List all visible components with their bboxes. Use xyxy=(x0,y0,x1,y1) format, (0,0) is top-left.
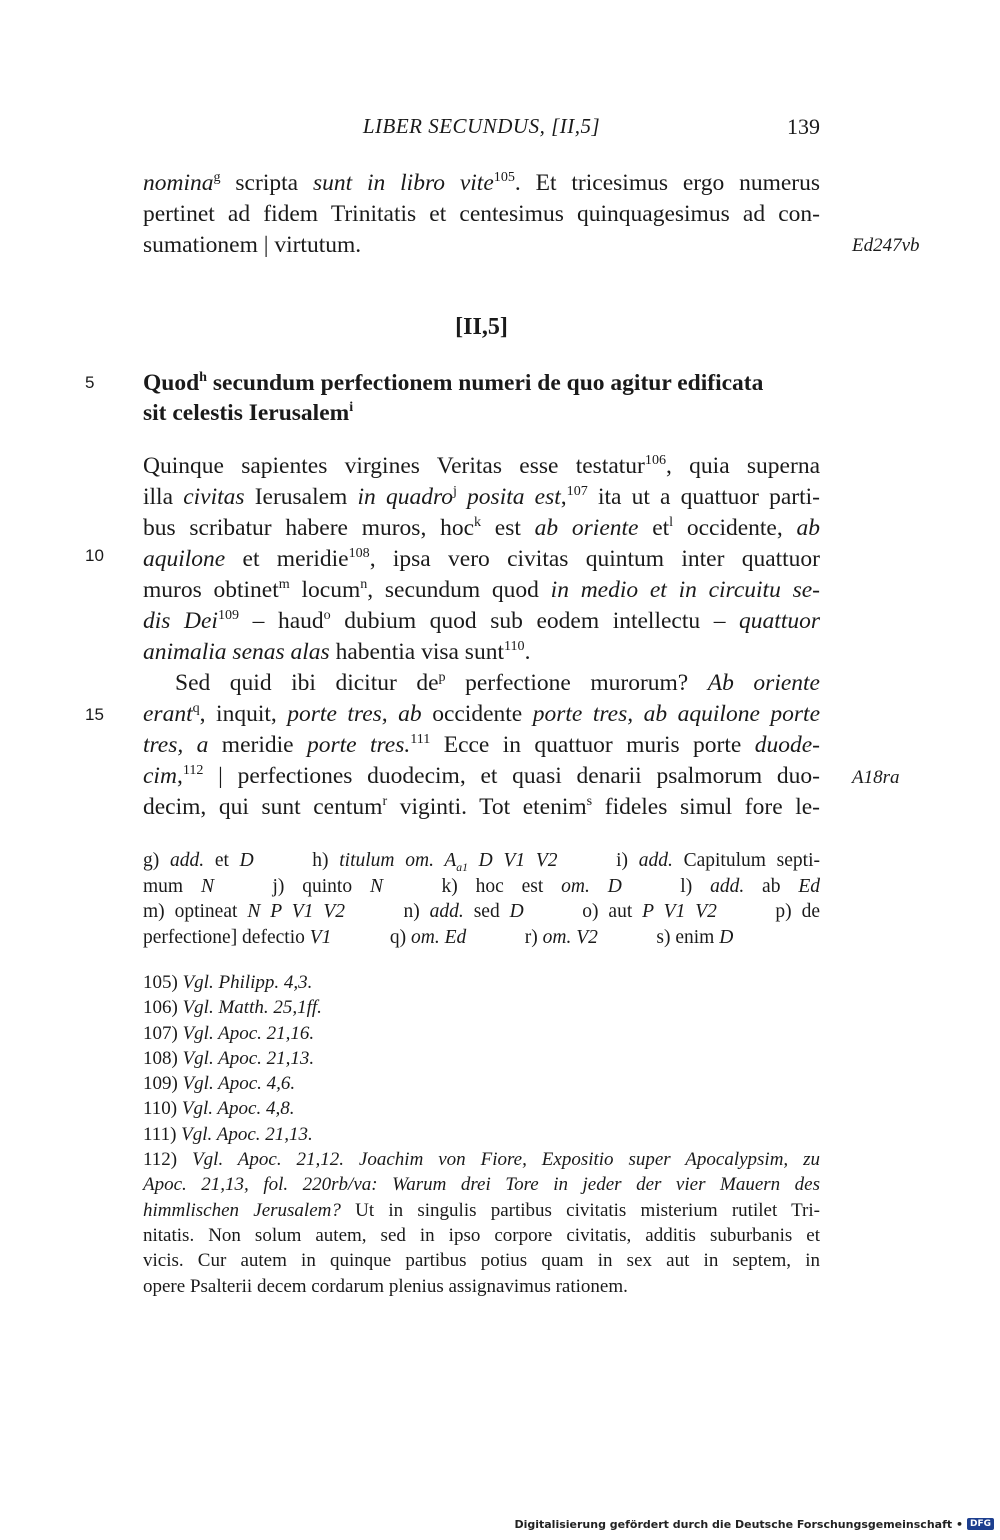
running-title: LIBER SECUNDUS, [II,5] xyxy=(362,114,601,138)
footnote-line: opere Psalterii decem cordarum plenius assignavimus rationem. xyxy=(143,1275,628,1297)
text-line: illa civitas Ierusalem in quadro$^j$ posita est,$^{107}$ ita ut a quattuor parti- xyxy=(143,483,820,510)
footnote-line: nitatis. Non solum autem, sed in ipso corpore civitatis, additis suburbanis et xyxy=(143,1224,820,1246)
text-line: aquilone et meridie$^{108}$, ipsa vero civitas quintum inter quattuor xyxy=(143,545,821,572)
footnote: 108) Vgl. Apoc. 21,13. xyxy=(143,1047,315,1069)
footnote: 112) Vgl. Apoc. 21,12. Joachim von Fiore, Expositio super Apocalypsim, zu xyxy=(143,1149,821,1171)
text-line: dis Dei$^{109}$ – haud$^o$ dubium quod sub eodem intellectu – quattuor xyxy=(143,607,821,634)
text-line: bus scribatur habere muros, hoc$^k$ est ab oriente $et^l$ occidente, ab xyxy=(143,514,820,541)
text-line: nomina$^g$ scripta sunt in libro vite$^{105}$. Et tricesimus ergo numerus xyxy=(143,169,820,196)
text-line: cim,$^{112}$ | perfectiones duodecim, et quasi denarii psalmorum duo- xyxy=(143,762,820,789)
footnote: 109) Vgl. Apoc. 4,6. xyxy=(143,1073,296,1095)
line-number: 5 xyxy=(85,373,95,392)
text-line: Sed quid ibi dicitur $de^p$ perfectione murorum? Ab oriente xyxy=(175,669,820,696)
critical-apparatus xyxy=(143,848,820,950)
apparatus-line: perfectione] defectio V1 q) om. Ed r) om. V2 s) enim D xyxy=(143,926,734,948)
apparatus-line: m) optineat N P V1 V2 n) add. sed D o) aut P V1 V2 p) de xyxy=(143,901,820,922)
page-number: 139 xyxy=(787,114,820,139)
text-line: sumationem | virtutum. xyxy=(143,232,362,258)
footnote: 110) Vgl. Apoc. 4,8. xyxy=(143,1098,295,1120)
text-line: Quinque sapientes virgines Veritas esse testatur$^{106}$, quia superna xyxy=(143,452,820,479)
line-number: 15 xyxy=(85,705,104,724)
text-line: erant$^q$, inquit, porte tres, ab occidente porte tres, ab aquilone porte xyxy=(143,700,820,727)
text-line: tres, a meridie porte tres.$^{111}$ Ecce in quattuor muris porte duode- xyxy=(143,731,820,758)
running-head xyxy=(143,114,820,146)
text-line: animalia senas alas habentia visa sunt$^{110}$. xyxy=(143,638,531,665)
margin-note-folio: Ed247vb xyxy=(852,235,920,256)
line-number: 10 xyxy=(85,546,104,565)
heading-line: sit celestis Ierusalem$^i$ xyxy=(143,399,354,426)
margin-note-folio: A18ra xyxy=(852,767,900,788)
footnote-line: himmlischen Jerusalem? Ut in singulis partibus civitatis misterium rutilet Tri- xyxy=(143,1199,820,1221)
digitization-credit xyxy=(514,1516,994,1532)
footnote: 106) Vgl. Matth. 25,1ff. xyxy=(143,997,322,1019)
footnote-line: vicis. Cur autem in quinque partibus potius quam in sex aut in septem, in xyxy=(143,1250,820,1272)
section-number: [II,5] xyxy=(455,314,508,340)
text-line: pertinet ad fidem Trinitatis et centesimus quinquagesimus ad con- xyxy=(143,201,820,227)
footnote: 107) Vgl. Apoc. 21,16. xyxy=(143,1022,315,1044)
apparatus-line: mum N j) quinto N k) hoc est om. D l) add. ab Ed xyxy=(143,875,820,897)
body-text xyxy=(143,451,820,823)
text-line: decim, qui sunt centum$^r$ viginti. Tot etenim$^s$ fideles simul fore le- xyxy=(143,793,820,820)
footnotes xyxy=(143,970,820,1299)
credit-text: Digitalisierung gefördert durch die Deutsche Forschungsgemeinschaft • xyxy=(514,1517,963,1531)
footnote-line: Apoc. 21,13, fol. 220rb/va: Warum drei Tore in jeder der vier Mauern des xyxy=(143,1174,820,1196)
footnote: 105) Vgl. Philipp. 4,3. xyxy=(143,972,313,993)
apparatus-line: g) add. et D h) titulum om. $A_{a1}$ D V1 V2 i) add. Capitulum septi- xyxy=(143,850,820,874)
footnote: 111) Vgl. Apoc. 21,13. xyxy=(143,1123,313,1145)
chapter-heading xyxy=(143,368,820,428)
dfg-logo: DFG xyxy=(967,1518,994,1530)
text-line: muros obtinet$^m$ locum$^n$, secundum quod in medio et in circuitu se- xyxy=(143,576,820,603)
top-paragraph xyxy=(143,168,820,261)
heading-line: Quod$^h$ secundum perfectionem numeri de quo agitur edificata xyxy=(143,369,764,396)
